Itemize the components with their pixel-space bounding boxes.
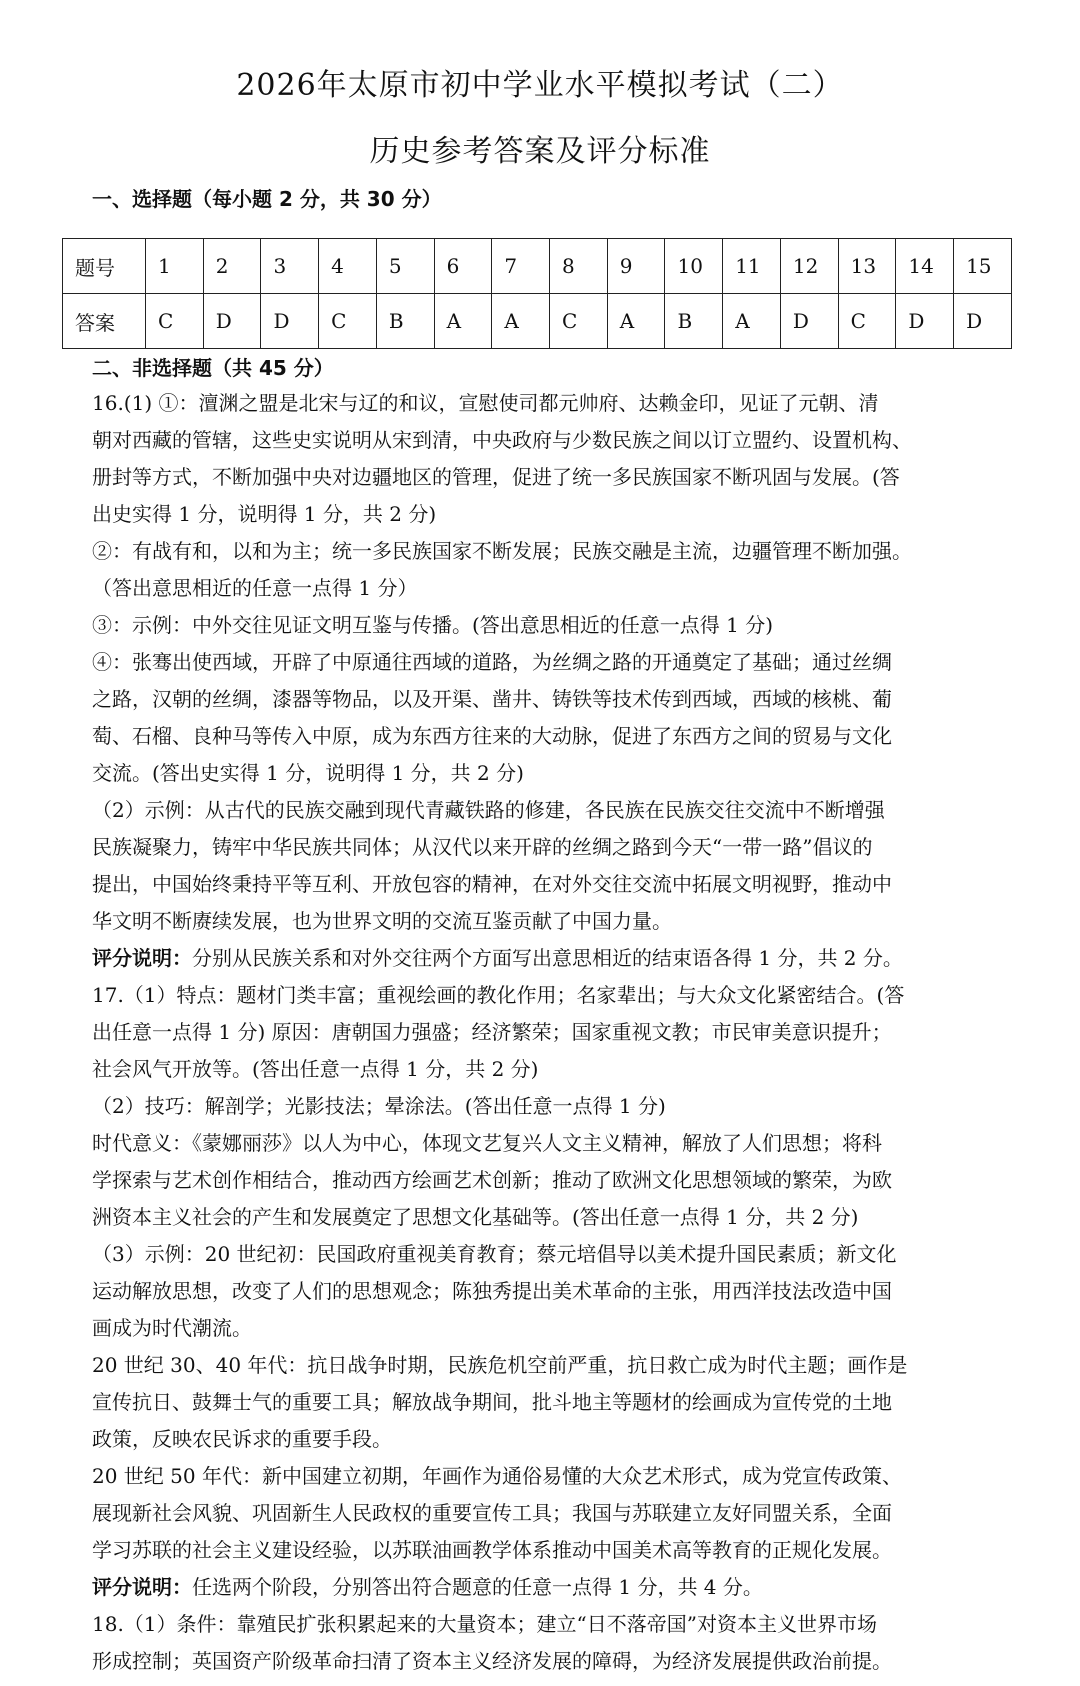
- table-row: [63, 294, 1012, 349]
- answer-cell: A: [723, 294, 781, 349]
- answer-cell: A: [492, 294, 550, 349]
- question-number: 13: [838, 239, 896, 294]
- text-line: 民族凝聚力，铸牢中华民族共同体；从汉代以来开辟的丝绸之路到今天“一带一路”倡议的: [92, 835, 873, 859]
- text-line: 17.（1）特点：题材门类丰富；重视绘画的教化作用；名家辈出；与大众文化紧密结合。(答: [92, 983, 905, 1007]
- scoring-note-label: 评分说明：: [92, 1575, 192, 1599]
- text-line: （3）示例：20 世纪初：民国政府重视美育教育；蔡元培倡导以美术提升国民素质；新文化: [92, 1242, 897, 1266]
- text-line: 朝对西藏的管辖，这些史实说明从宋到清，中央政府与少数民族之间以订立盟约、设置机构、: [92, 428, 912, 452]
- row-label: 答案: [63, 294, 146, 349]
- text-line: 18.（1）条件：靠殖民扩张积累起来的大量资本；建立“日不落帝国”对资本主义世界市场: [92, 1612, 877, 1636]
- text-line: 16.(1) ①：澶渊之盟是北宋与辽的和议，宣慰使司都元帅府、达赖金印，见证了元朝、清: [92, 391, 879, 415]
- document-title: 2026年太原市初中学业水平模拟考试（二）: [236, 68, 844, 103]
- text-line: 萄、石榴、良种马等传入中原，成为东西方往来的大动脉，促进了东西方之间的贸易与文化: [92, 724, 892, 748]
- text-line: 社会风气开放等。(答出任意一点得 1 分，共 2 分): [92, 1057, 539, 1081]
- question-number: 9: [607, 239, 665, 294]
- text-line: 宣传抗日、鼓舞士气的重要工具；解放战争期间，批斗地主等题材的绘画成为宣传党的土地: [92, 1390, 892, 1414]
- text-line: ④：张骞出使西域，开辟了中原通往西域的道路，为丝绸之路的开通奠定了基础；通过丝绸: [92, 650, 892, 674]
- question-number: 8: [550, 239, 608, 294]
- question-number: 14: [896, 239, 954, 294]
- text-line: 20 世纪 50 年代：新中国建立初期，年画作为通俗易懂的大众艺术形式，成为党宣传政策、: [92, 1464, 902, 1488]
- text-line: 出任意一点得 1 分) 原因：唐朝国力强盛；经济繁荣；国家重视文教；市民审美意识提升；: [92, 1020, 892, 1044]
- text-line: 画成为时代潮流。: [92, 1316, 252, 1340]
- document-subtitle: 历史参考答案及评分标准: [369, 134, 711, 169]
- text-line: 册封等方式，不断加强中央对边疆地区的管理，促进了统一多民族国家不断巩固与发展。(答: [92, 465, 900, 489]
- question-number: 4: [319, 239, 377, 294]
- question-number: 12: [780, 239, 838, 294]
- answer-cell: A: [434, 294, 492, 349]
- answer-cell: C: [146, 294, 204, 349]
- question-number: 5: [376, 239, 434, 294]
- text-line: 洲资本主义社会的产生和发展奠定了思想文化基础等。(答出任意一点得 1 分，共 2 分): [92, 1205, 859, 1229]
- text-line: （2）示例：从古代的民族交融到现代青藏铁路的修建，各民族在民族交往交流中不断增强: [92, 798, 885, 822]
- text-line: ③：示例：中外交往见证文明互鉴与传播。(答出意思相近的任意一点得 1 分): [92, 613, 774, 637]
- question-number: 7: [492, 239, 550, 294]
- text-line: （2）技巧：解剖学；光影技法；晕涂法。(答出任意一点得 1 分): [92, 1094, 666, 1118]
- section-heading-choice: 一、选择题（每小题 2 分，共 30 分）: [92, 187, 442, 211]
- answer-cell: D: [261, 294, 319, 349]
- text-line: 形成控制；英国资产阶级革命扫清了资本主义经济发展的障碍，为经济发展提供政治前提。: [92, 1649, 892, 1673]
- question-number: 1: [146, 239, 204, 294]
- question-number: 10: [665, 239, 723, 294]
- text-line: 交流。(答出史实得 1 分，说明得 1 分，共 2 分): [92, 761, 524, 785]
- question-number: 3: [261, 239, 319, 294]
- text-line: 展现新社会风貌、巩固新生人民政权的重要宣传工具；我国与苏联建立友好同盟关系，全面: [92, 1501, 892, 1525]
- scoring-note-line: [92, 1569, 1024, 1606]
- question-number: 2: [203, 239, 261, 294]
- answer-cell: C: [838, 294, 896, 349]
- answer-cell: C: [550, 294, 608, 349]
- answer-cell: B: [376, 294, 434, 349]
- scoring-note-label: 评分说明：: [92, 946, 192, 970]
- scoring-note-text: 任选两个阶段，分别答出符合题意的任意一点得 1 分，共 4 分。: [192, 1575, 763, 1599]
- text-line: 20 世纪 30、40 年代：抗日战争时期，民族危机空前严重，抗日救亡成为时代主题；画作是: [92, 1353, 908, 1377]
- text-line: 学习苏联的社会主义建设经验，以苏联油画教学体系推动中国美术高等教育的正规化发展。: [92, 1538, 892, 1562]
- question-number: 15: [954, 239, 1012, 294]
- text-line: ②：有战有和，以和为主；统一多民族国家不断发展；民族交融是主流，边疆管理不断加强。: [92, 539, 912, 563]
- text-line: （答出意思相近的任意一点得 1 分）: [92, 576, 418, 600]
- text-line: 运动解放思想，改变了人们的思想观念；陈独秀提出美术革命的主张，用西洋技法改造中国: [92, 1279, 892, 1303]
- text-line: 之路，汉朝的丝绸，漆器等物品，以及开渠、凿井、铸铁等技术传到西域，西域的核桃、葡: [92, 687, 892, 711]
- answer-cell: D: [780, 294, 838, 349]
- answer-cell: D: [896, 294, 954, 349]
- answer-table: [62, 238, 1012, 349]
- answer-cell: D: [954, 294, 1012, 349]
- answer-cell: A: [607, 294, 665, 349]
- text-line: 提出，中国始终秉持平等互利、开放包容的精神，在对外交往交流中拓展文明视野，推动中: [92, 872, 892, 896]
- scoring-note-line: [92, 940, 1024, 977]
- question-number: 11: [723, 239, 781, 294]
- answer-body: [92, 385, 1024, 1680]
- question-number: 6: [434, 239, 492, 294]
- row-label: 题号: [63, 239, 146, 294]
- text-line: 华文明不断赓续发展，也为世界文明的交流互鉴贡献了中国力量。: [92, 909, 672, 933]
- text-line: 学探索与艺术创作相结合，推动西方绘画艺术创新；推动了欧洲文化思想领域的繁荣，为欧: [92, 1168, 892, 1192]
- text-line: 出史实得 1 分，说明得 1 分，共 2 分): [92, 502, 437, 526]
- section-heading-nonchoice: 二、非选择题（共 45 分）: [92, 356, 334, 380]
- answer-cell: B: [665, 294, 723, 349]
- table-row: [63, 239, 1012, 294]
- answer-cell: D: [203, 294, 261, 349]
- scoring-note-text: 分别从民族关系和对外交往两个方面写出意思相近的结束语各得 1 分，共 2 分。: [192, 946, 903, 970]
- answer-cell: C: [319, 294, 377, 349]
- text-line: 政策，反映农民诉求的重要手段。: [92, 1427, 392, 1451]
- text-line: 时代意义：《蒙娜丽莎》以人为中心，体现文艺复兴人文主义精神，解放了人们思想；将科: [92, 1131, 882, 1155]
